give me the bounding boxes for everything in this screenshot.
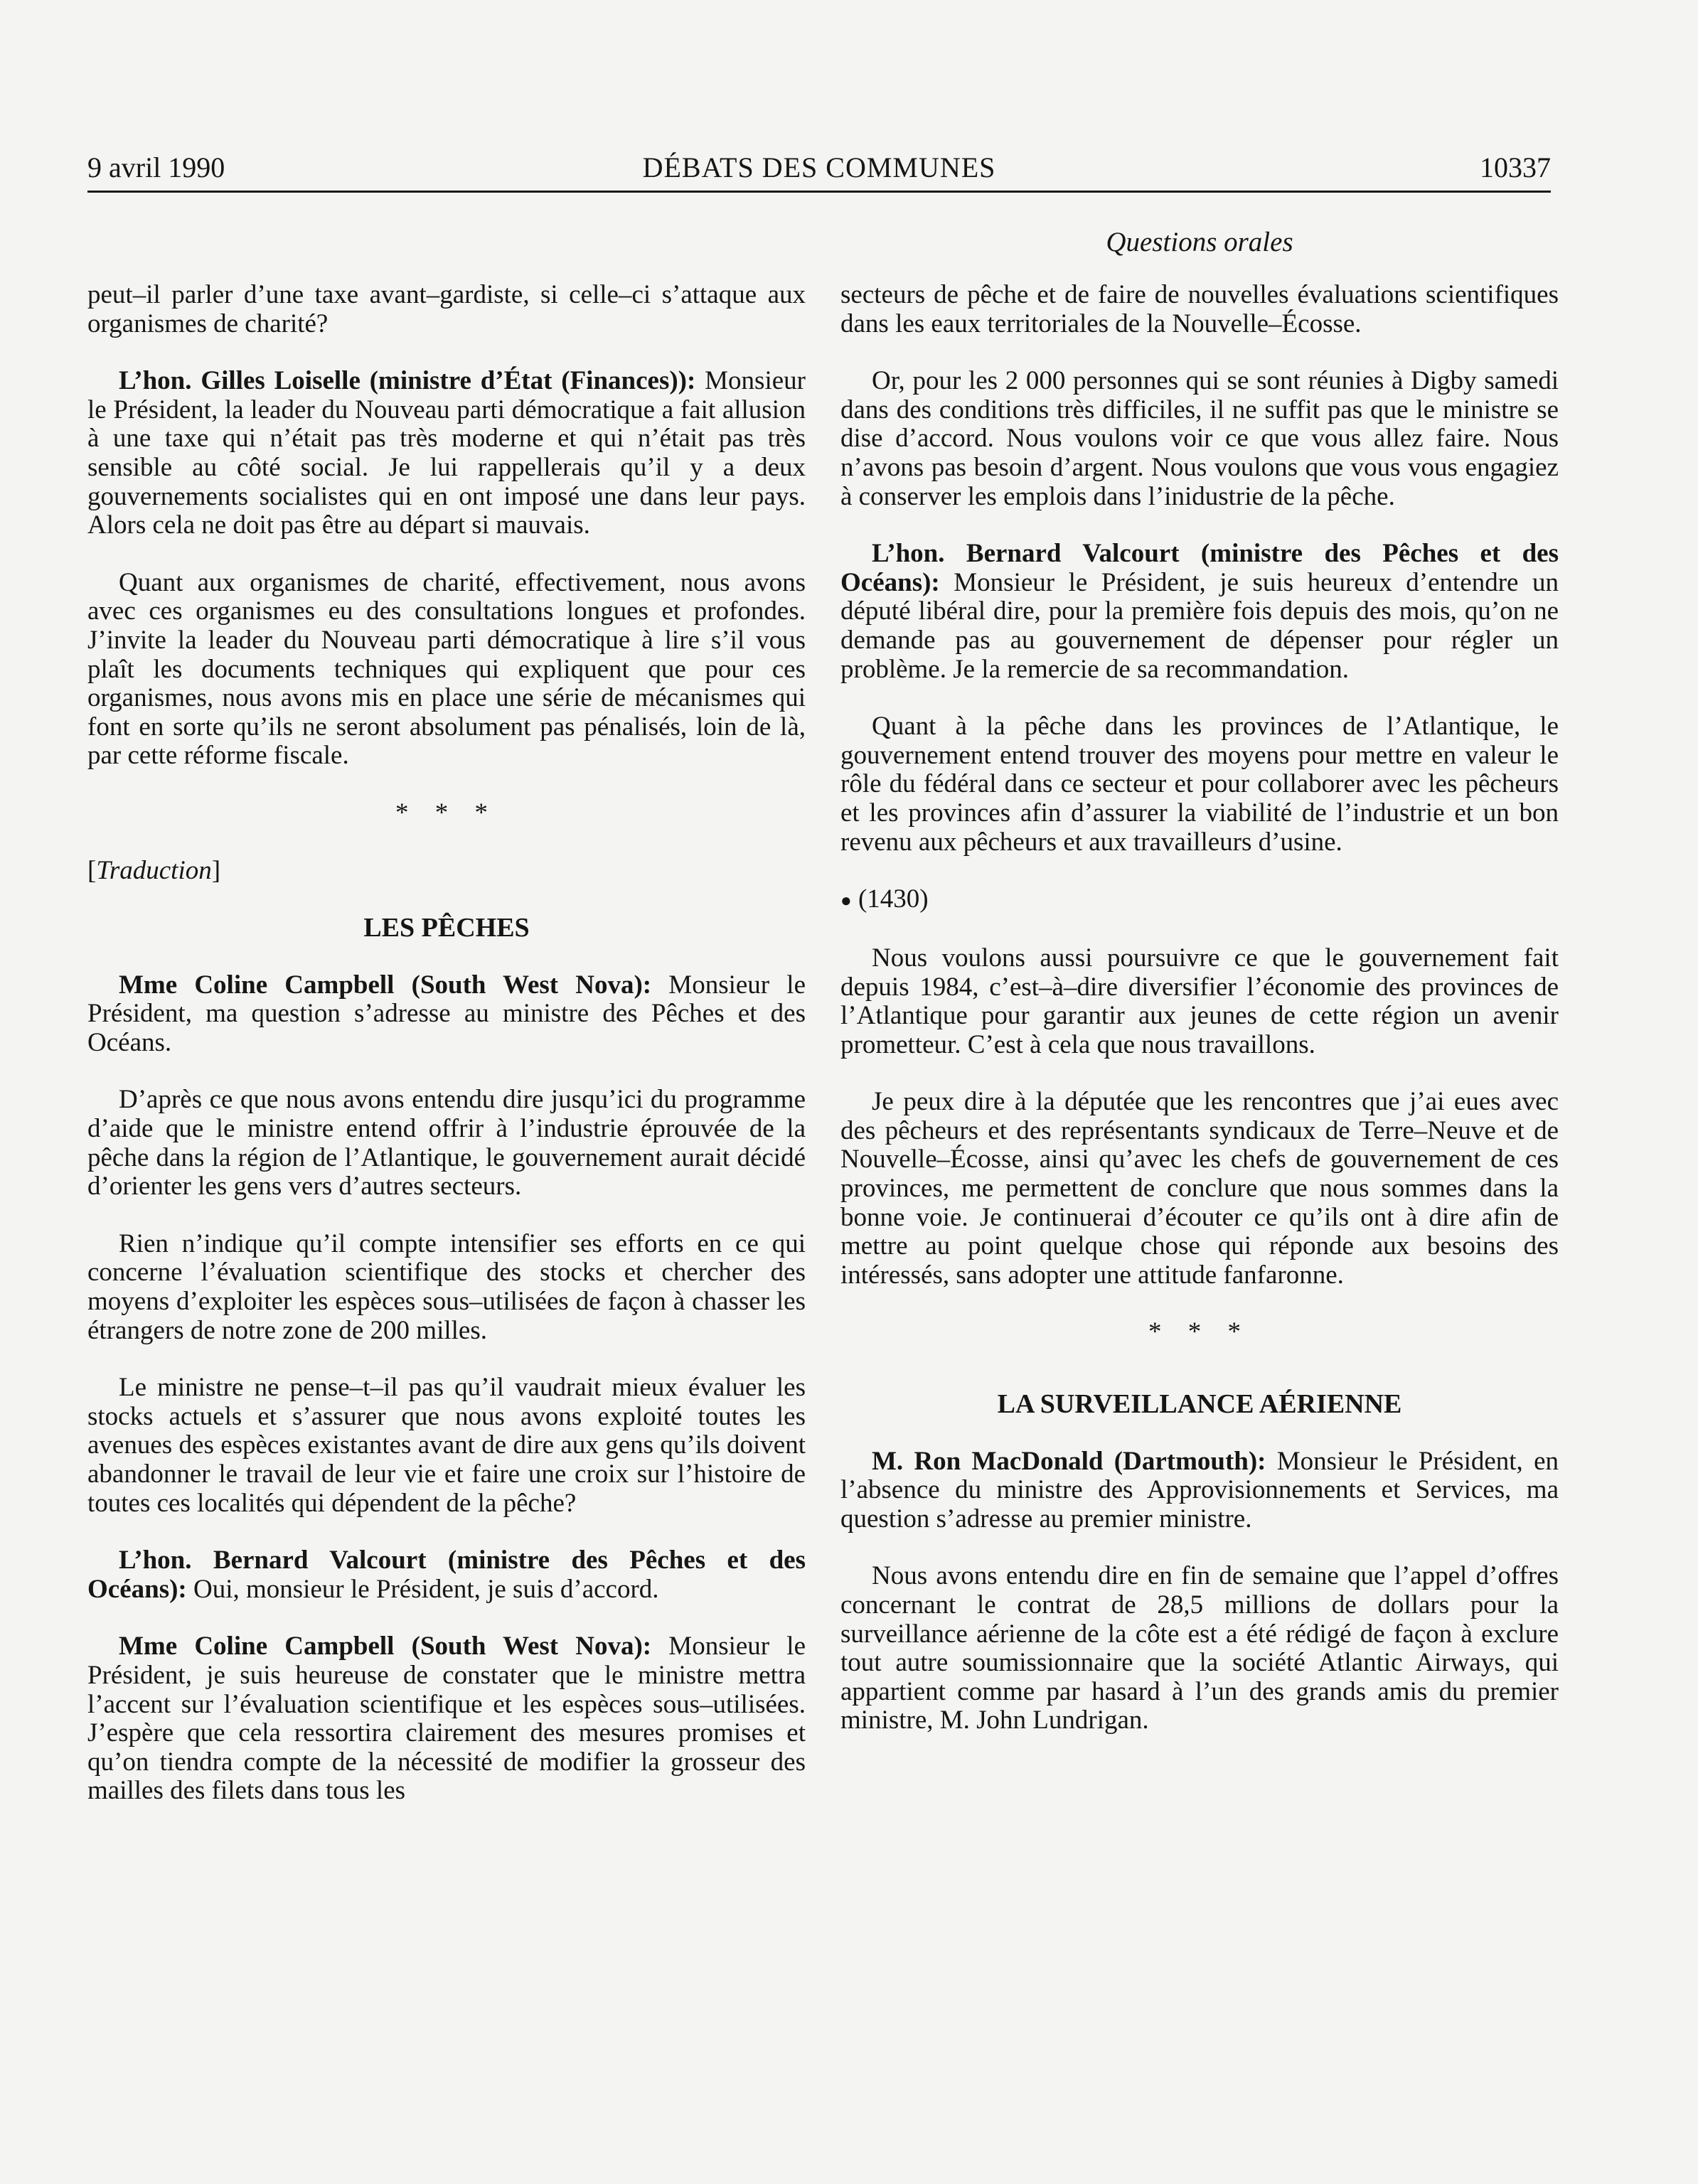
paragraph: Quant aux organismes de charité, effectivement, nous avons avec ces organismes eu des consultations longues et profondes. J’invite la leader du Nouveau parti démocratique à lire s’il vous plaît les documents techniques qui expliquent que pour ces organismes, nous avons mis en place une série de mécanismes qui font en sorte qu’ils ne seront absolument pas pénalisés, loin de là, par cette réforme fiscale. (87, 567, 806, 771)
section-separator: * * * (1148, 1317, 1251, 1347)
translation-note: [Traduction] (87, 855, 221, 885)
section-label: Questions orales (1106, 227, 1293, 257)
paragraph: D’après ce que nous avons entendu dire jusqu’ici du programme d’aide que le ministre entend offrir à l’industrie éprouvée de la pêche dans la région de l’Atlantique, le gouvernement aurait décidé d’orienter les gens vers d’autres secteurs. (87, 1085, 806, 1201)
page-number: 10337 (1480, 151, 1551, 183)
speech-text: Monsieur le Président, la leader du Nouveau parti démocratique a fait allusion à une taxe qui n’était pas très moderne et qui n’était pas très sensible au côté social. Je lui rappellerais qu’il y a deux gouvernements socialistes qui en ont imposé une dans leur pays. Alors cela ne doit pas être au départ si mauvais. (87, 366, 806, 540)
speaker-name: M. Ron MacDonald (Dartmouth): (872, 1446, 1266, 1476)
paragraph: Nous avons entendu dire en fin de semaine que l’appel d’offres concernant le contrat de 28,5 millions de dollars pour la surveillance aérienne de la côte est a été rédigé de façon à exclure tout autre soumissionnaire que la société Atlantic Airways, qui appartient comme par hasard à l’un des grands amis du premier ministre, M. John Lundrigan. (840, 1561, 1559, 1735)
section-heading: LES PÊCHES (363, 913, 530, 943)
paragraph: Rien n’indique qu’il compte intensifier ses efforts en ce qui concerne l’évaluation scientifique des stocks et chercher des moyens d’exploiter les espèces sous–utilisées de façon à chasser les étrangers de notre zone de 200 milles. (87, 1228, 806, 1345)
paragraph: Je peux dire à la députée que les rencontres que j’ai eues avec des pêcheurs et des représentants syndicaux de Terre–Neuve et de Nouvelle–Écosse, ainsi qu’avec les chefs de gouvernement de ces provinces, me permettent de conclure que nous sommes dans la bonne voie. Je continuerai d’écouter ce qu’ils ont à dire afin de mettre au point quelque chose qui réponde aux besoins des intéressés, sans adopter une attitude fanfaronne. (840, 1087, 1559, 1290)
paragraph (87, 1546, 806, 1604)
speech-text: Monsieur le Président, ma question s’adresse au ministre des Pêches et des Océans. (87, 970, 806, 1057)
timestamp-text: (1430) (858, 884, 929, 914)
translation-label: Traduction (96, 855, 212, 885)
speech-text: Monsieur le Président, je suis heureux d’entendre un député libéral dire, pour la première fois depuis des mois, qu’on ne demande pas au gouvernement de dépenser pour régler un problème. Je la remercie de sa recommandation. (840, 567, 1559, 684)
section-heading: LA SURVEILLANCE AÉRIENNE (997, 1389, 1402, 1420)
paragraph: Le ministre ne pense–t–il pas qu’il vaudrait mieux évaluer les stocks actuels et s’assurer que nous avons exploité toutes les avenues des espèces existantes avant de dire aux gens qu’ils doivent abandonner le travail de leur vie et faire une croix sur l’histoire de toutes ces localités qui dépendent de la pêche? (87, 1373, 806, 1518)
speaker-name: Mme Coline Campbell (South West Nova): (119, 970, 652, 1000)
paragraph (840, 1447, 1559, 1534)
paragraph: secteurs de pêche et de faire de nouvelles évaluations scientifiques dans les eaux territoriales de la Nouvelle–Écosse. (840, 280, 1559, 338)
paragraph: Quant à la pêche dans les provinces de l’Atlantique, le gouvernement entend trouver des moyens pour mettre en valeur le rôle du fédéral dans ce secteur et pour collaborer avec les pêcheurs et les provinces afin d’assurer la viabilité de l’industrie et un bon revenu aux pêcheurs et aux travailleurs d’usine. (840, 712, 1559, 857)
page-header (87, 151, 1551, 191)
paragraph: Or, pour les 2 000 personnes qui se sont réunies à Digby samedi dans des conditions très difficiles, il ne suffit pas que le ministre se dise d’accord. Nous voulons voir ce que vous allez faire. Nous n’avons pas besoin d’argent. Nous voulons que vous vous engagiez à conserver les emplois dans l’inidustrie de la pêche. (840, 366, 1559, 511)
timestamp (840, 885, 1559, 916)
speaker-name: L’hon. Bernard Valcourt (ministre des Pêches et des Océans): (87, 1546, 806, 1604)
header-rule (87, 191, 1551, 193)
section-separator: * * * (395, 798, 498, 828)
left-column (87, 281, 806, 1834)
right-column (840, 281, 1559, 1764)
speaker-name: Mme Coline Campbell (South West Nova): (119, 1632, 652, 1661)
speech-text: Monsieur le Président, je suis heureuse de constater que le ministre mettra l’accent sur l’évaluation scientifique et les espèces sous–utilisées. J’espère que cela ressortira clairement des mesures promises et qu’on tiendra compte de la nécessité de modifier la grosseur des mailles des filets dans tous les (87, 1632, 806, 1806)
paragraph: Nous voulons aussi poursuivre ce que le gouvernement fait depuis 1984, c’est–à–dire diversifier l’économie des provinces de l’Atlantique pour garantir aux jeunes de cette région un avenir prometteur. C’est à cela que nous travaillons. (840, 943, 1559, 1059)
paragraph (87, 1632, 806, 1806)
header-title: DÉBATS DES COMMUNES (642, 151, 996, 183)
speaker-name: L’hon. Bernard Valcourt (ministre des Pêches et des Océans): (840, 539, 1559, 597)
header-date: 9 avril 1990 (87, 151, 225, 183)
speech-text: Monsieur le Président, en l’absence du ministre des Approvisionnements et Services, ma question s’adresse au premier ministre. (840, 1446, 1559, 1533)
paragraph: peut–il parler d’une taxe avant–gardiste, si celle–ci s’attaque aux organismes de charité? (87, 280, 806, 338)
speaker-name: L’hon. Gilles Loiselle (ministre d’État (Finances)): (119, 366, 696, 396)
speech-text: Oui, monsieur le Président, je suis d’accord. (186, 1574, 659, 1604)
paragraph (840, 540, 1559, 684)
bullet-icon: ● (840, 890, 852, 911)
paragraph (87, 367, 806, 540)
paragraph (87, 971, 806, 1058)
